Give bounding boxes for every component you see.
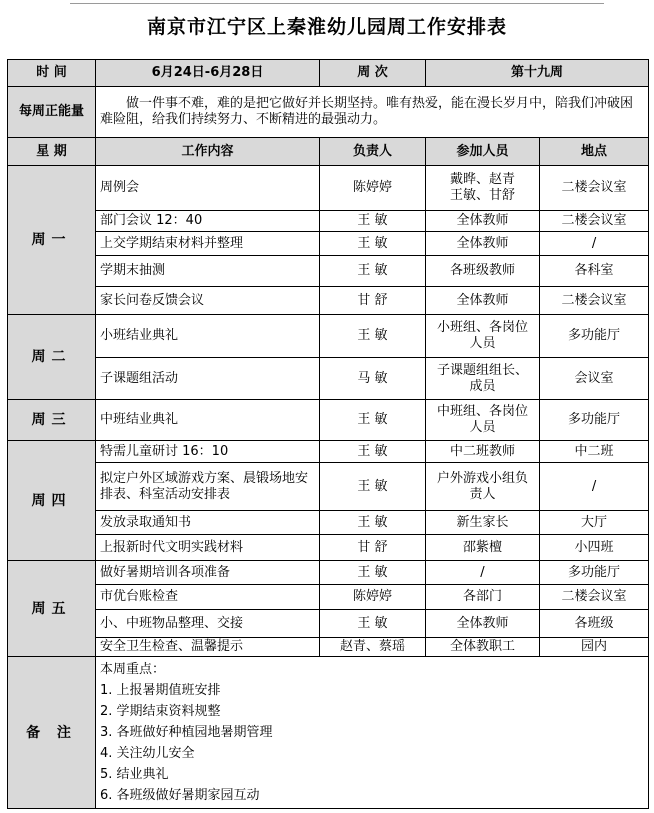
task-participants	[426, 358, 540, 400]
table-row	[8, 610, 649, 638]
task-content: 市优台账检查	[96, 585, 320, 610]
task-owner: 王 敏	[320, 232, 426, 256]
table-row	[8, 232, 649, 256]
notes-row	[8, 657, 649, 809]
task-location: 多功能厅	[540, 315, 649, 358]
notes-item: 6. 各班级做好暑期家园互动	[100, 788, 260, 803]
task-participants	[426, 232, 540, 256]
task-owner: 马 敏	[320, 358, 426, 400]
task-owner: 王 敏	[320, 315, 426, 358]
top-rule	[70, 3, 604, 4]
table-row	[8, 441, 649, 463]
participants-line: 戴晔、赵青	[449, 172, 515, 187]
task-location: 园内	[540, 638, 649, 657]
task-participants	[426, 166, 540, 211]
task-owner: 陈婷婷	[320, 166, 426, 211]
task-owner: 王 敏	[320, 256, 426, 287]
task-participants	[426, 400, 540, 441]
task-location: 各班级	[540, 610, 649, 638]
participants-line: 新生家长	[456, 514, 509, 530]
task-location: 会议室	[540, 358, 649, 400]
page-title: 南京市江宁区上秦淮幼儿园周工作安排表	[146, 16, 507, 38]
motto-label: 每周正能量	[8, 87, 96, 138]
table-row	[8, 358, 649, 400]
schedule-table	[7, 59, 649, 809]
task-content: 小、中班物品整理、交接	[96, 610, 320, 638]
task-location: 中二班	[540, 441, 649, 463]
participants-line: 人员	[469, 420, 496, 435]
task-participants	[426, 638, 540, 657]
day-label: 周五	[8, 561, 96, 657]
participants-line: 王敏、甘舒	[449, 188, 515, 203]
table-row	[8, 211, 649, 232]
task-participants	[426, 535, 540, 561]
task-content: 小班结业典礼	[96, 315, 320, 358]
motto-row	[8, 87, 649, 138]
task-participants	[426, 287, 540, 315]
notes-item: 1. 上报暑期值班安排	[100, 683, 221, 698]
task-owner: 赵青、蔡瑶	[320, 638, 426, 657]
col-location: 地点	[540, 138, 649, 166]
task-location: 多功能厅	[540, 561, 649, 585]
participants-line: 全体教师	[456, 615, 509, 631]
participants-line: 中二班教师	[449, 443, 515, 459]
task-participants	[426, 463, 540, 511]
task-owner: 王 敏	[320, 463, 426, 511]
task-location: 多功能厅	[540, 400, 649, 441]
task-content: 安全卫生检查、温馨提示	[96, 638, 320, 657]
participants-line: 全体教职工	[449, 639, 515, 654]
participants-line: 全体教师	[456, 235, 509, 251]
task-content: 周例会	[96, 166, 320, 211]
task-location: /	[540, 232, 649, 256]
notes-item: 5. 结业典礼	[100, 767, 169, 782]
task-location: 大厅	[540, 511, 649, 535]
col-participants: 参加人员	[426, 138, 540, 166]
task-content: 上报新时代文明实践材料	[96, 535, 320, 561]
table-row	[8, 315, 649, 358]
task-participants	[426, 511, 540, 535]
task-content: 拟定户外区域游戏方案、晨锻场地安排表、科室活动安排表	[96, 463, 320, 511]
task-location: /	[540, 463, 649, 511]
task-participants	[426, 585, 540, 610]
task-owner: 甘 舒	[320, 287, 426, 315]
task-location: 二楼会议室	[540, 211, 649, 232]
table-row	[8, 511, 649, 535]
day-label: 周一	[8, 166, 96, 315]
participants-line: 邵紫檀	[462, 539, 502, 555]
task-content: 做好暑期培训各项准备	[96, 561, 320, 585]
participants-line: 中班组、各岗位	[436, 404, 528, 419]
task-content: 学期末抽测	[96, 256, 320, 287]
task-participants	[426, 211, 540, 232]
task-content: 发放录取通知书	[96, 511, 320, 535]
participants-line: 全体教师	[456, 213, 509, 228]
day-label: 周四	[8, 441, 96, 561]
participants-line: 各部门	[462, 589, 502, 604]
participants-line: 子课题组组长、	[436, 362, 528, 378]
task-participants	[426, 256, 540, 287]
task-owner: 王 敏	[320, 561, 426, 585]
day-label: 周二	[8, 315, 96, 400]
week-value: 第十九周	[426, 60, 649, 87]
col-owner: 负责人	[320, 138, 426, 166]
task-content: 家长问卷反馈会议	[96, 287, 320, 315]
task-participants	[426, 315, 540, 358]
notes-content	[96, 657, 649, 809]
table-row	[8, 287, 649, 315]
participants-line: 小班组、各岗位	[436, 320, 528, 335]
notes-item: 2. 学期结束资料规整	[100, 704, 221, 719]
table-row	[8, 166, 649, 211]
notes-label: 备 注	[8, 657, 96, 809]
task-content: 特需儿童研讨 16：10	[96, 441, 320, 463]
table-row	[8, 256, 649, 287]
task-content: 子课题组活动	[96, 358, 320, 400]
time-label: 时 间	[8, 60, 96, 87]
task-location: 各科室	[540, 256, 649, 287]
task-owner: 王 敏	[320, 211, 426, 232]
participants-line: 全体教师	[456, 292, 509, 308]
task-location: 二楼会议室	[540, 585, 649, 610]
task-participants	[426, 561, 540, 585]
week-label: 周 次	[320, 60, 426, 87]
table-row	[8, 463, 649, 511]
task-content: 中班结业典礼	[96, 400, 320, 441]
table-row	[8, 638, 649, 657]
participants-line: /	[480, 564, 485, 580]
participants-line: 人员	[469, 336, 496, 351]
motto-text: 做一件事不难，难的是把它做好并长期坚持。唯有热爱，能在漫长岁月中，陪我们冲破困难险阻，给我们持续努力、不断精进的最强动力。	[96, 87, 649, 138]
participants-line: 各班级教师	[449, 263, 515, 278]
header-row	[8, 60, 649, 87]
task-location: 二楼会议室	[540, 166, 649, 211]
task-owner: 陈婷婷	[320, 585, 426, 610]
task-owner: 王 敏	[320, 511, 426, 535]
date-range: 6月24日-6月28日	[96, 60, 320, 87]
task-participants	[426, 441, 540, 463]
task-owner: 王 敏	[320, 441, 426, 463]
task-content: 部门会议 12：40	[96, 211, 320, 232]
notes-heading: 本周重点：	[100, 662, 166, 677]
column-header-row	[8, 138, 649, 166]
task-owner: 王 敏	[320, 400, 426, 441]
participants-line: 成员	[469, 378, 496, 394]
task-owner: 王 敏	[320, 610, 426, 638]
participants-line: 户外游戏小组负	[436, 470, 528, 486]
participants-line: 责人	[469, 486, 496, 502]
task-owner: 甘 舒	[320, 535, 426, 561]
task-location: 二楼会议室	[540, 287, 649, 315]
task-location: 小四班	[540, 535, 649, 561]
task-content: 上交学期结束材料并整理	[96, 232, 320, 256]
task-participants	[426, 610, 540, 638]
table-row	[8, 585, 649, 610]
day-label: 周三	[8, 400, 96, 441]
table-row	[8, 535, 649, 561]
table-row	[8, 400, 649, 441]
notes-item: 4. 关注幼儿安全	[100, 746, 195, 761]
table-row	[8, 561, 649, 585]
col-content: 工作内容	[96, 138, 320, 166]
col-day: 星 期	[8, 138, 96, 166]
notes-item: 3. 各班做好种植园地暑期管理	[100, 725, 273, 740]
